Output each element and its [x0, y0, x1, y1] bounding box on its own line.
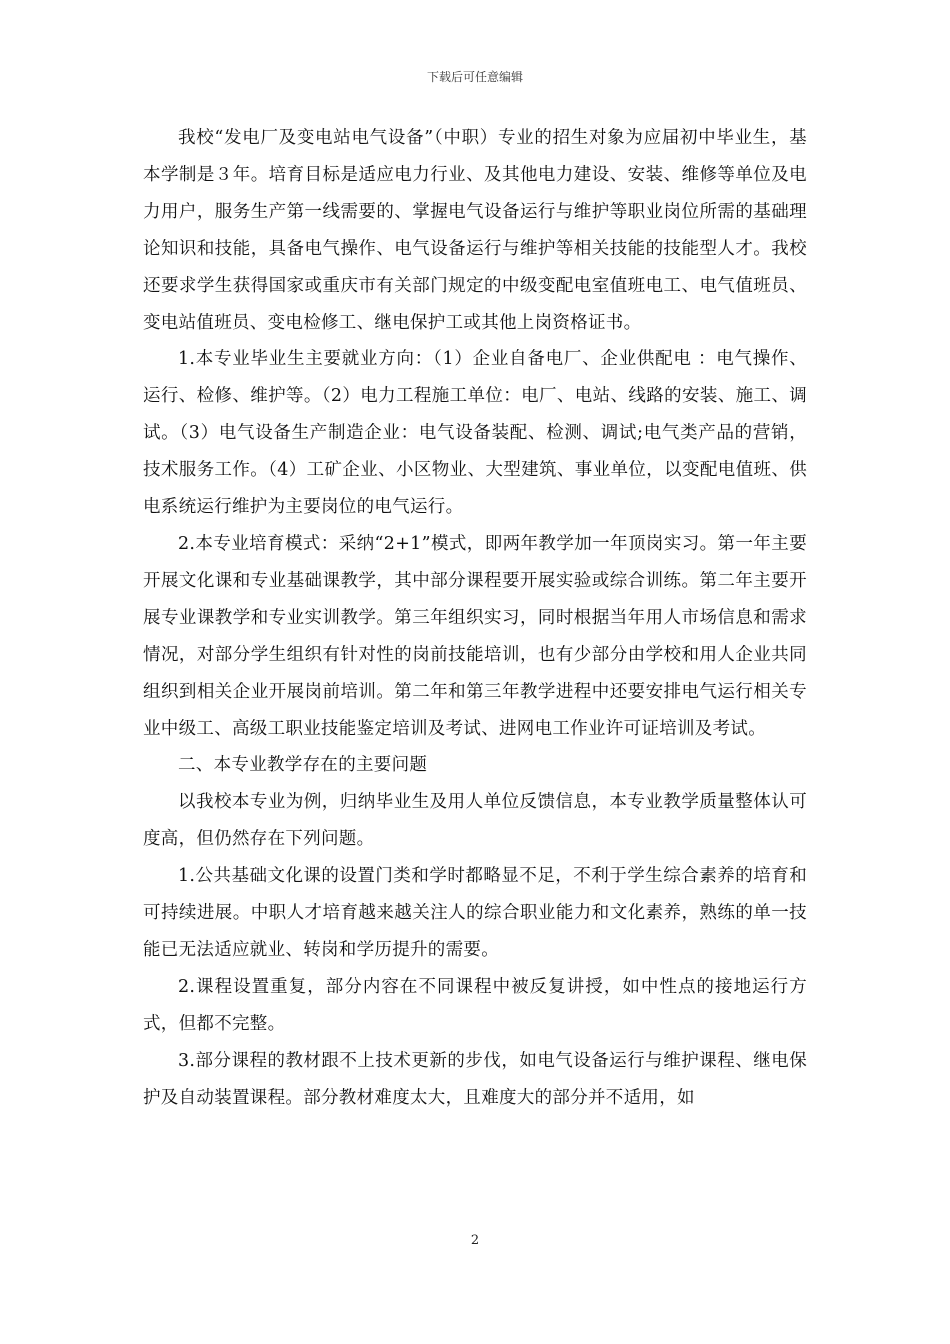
paragraph-employment: 1.本专业毕业生主要就业方向：（1）企业自备电厂、企业供配电 ：电气操作、运行、检修、维护等。（2）电力工程施工单位：电厂、电站、线路的安装、施工、调试。（3）电气设备生产制造企业：电气设备装配、检测、调试;电气类产品的营销，技术服务工作。（4）工矿企业、小区物业、大型建筑、事业单位，以变配电值班、供电系统运行维护为主要岗位的电气运行。 [143, 349, 807, 518]
page-header: 下载后可任意编辑 [426, 70, 523, 84]
document-body [143, 120, 807, 1116]
paragraph-problem-1: 1.公共基础文化课的设置门类和学时都略显不足，不利于学生综合素养的培育和可持续进展。中职人才培育越来越关注人的综合职业能力和文化素养，熟练的单一技能已无法适应就业、转岗和学历提升的需要。 [143, 866, 807, 960]
paragraph-intro: 我校“发电厂及变电站电气设备”（中职）专业的招生对象为应届初中毕业生，基本学制是３年。培育目标是适应电力行业、及其他电力建设、安装、维修等单位及电力用户，服务生产第一线需要的、掌握电气设备运行与维护等职业岗位所需的基础理论知识和技能，具备电气操作、电气设备运行与维护等相关技能的技能型人才。我校还要求学生获得国家或重庆市有关部门规定的中级变配电室值班电工、电气值班员、变电站值班员、变电检修工、继电保护工或其他上岗资格证书。 [143, 128, 807, 333]
paragraph-training-mode: 2.本专业培育模式：采纳“2+1”模式，即两年教学加一年顶岗实习。第一年主要开展文化课和专业基础课教学，其中部分课程要开展实验或综合训练。第二年主要开展专业课教学和专业实训教学。第三年组织实习，同时根据当年用人市场信息和需求情况，对部分学生组织有针对性的岗前技能培训，也有少部分由学校和用人企业共同组织到相关企业开展岗前培训。第二年和第三年教学进程中还要安排电气运行相关专业中级工、高级工职业技能鉴定培训及考试、进网电工作业许可证培训及考试。 [143, 533, 807, 739]
section-heading: 二、本专业教学存在的主要问题 [178, 755, 428, 776]
paragraph-summary: 以我校本专业为例，归纳毕业生及用人单位反馈信息，本专业教学质量整体认可度高，但仍然存在下列问题。 [143, 792, 807, 850]
paragraph-problem-3: 3.部分课程的教材跟不上技术更新的步伐，如电气设备运行与维护课程、继电保护及自动装置课程。部分教材难度太大，且难度大的部分并不适用，如 [143, 1050, 807, 1108]
page-number: 2 [470, 1233, 480, 1248]
paragraph-problem-2: 2.课程设置重复，部分内容在不同课程中被反复讲授，如中性点的接地运行方式，但都不完整。 [143, 976, 807, 1034]
